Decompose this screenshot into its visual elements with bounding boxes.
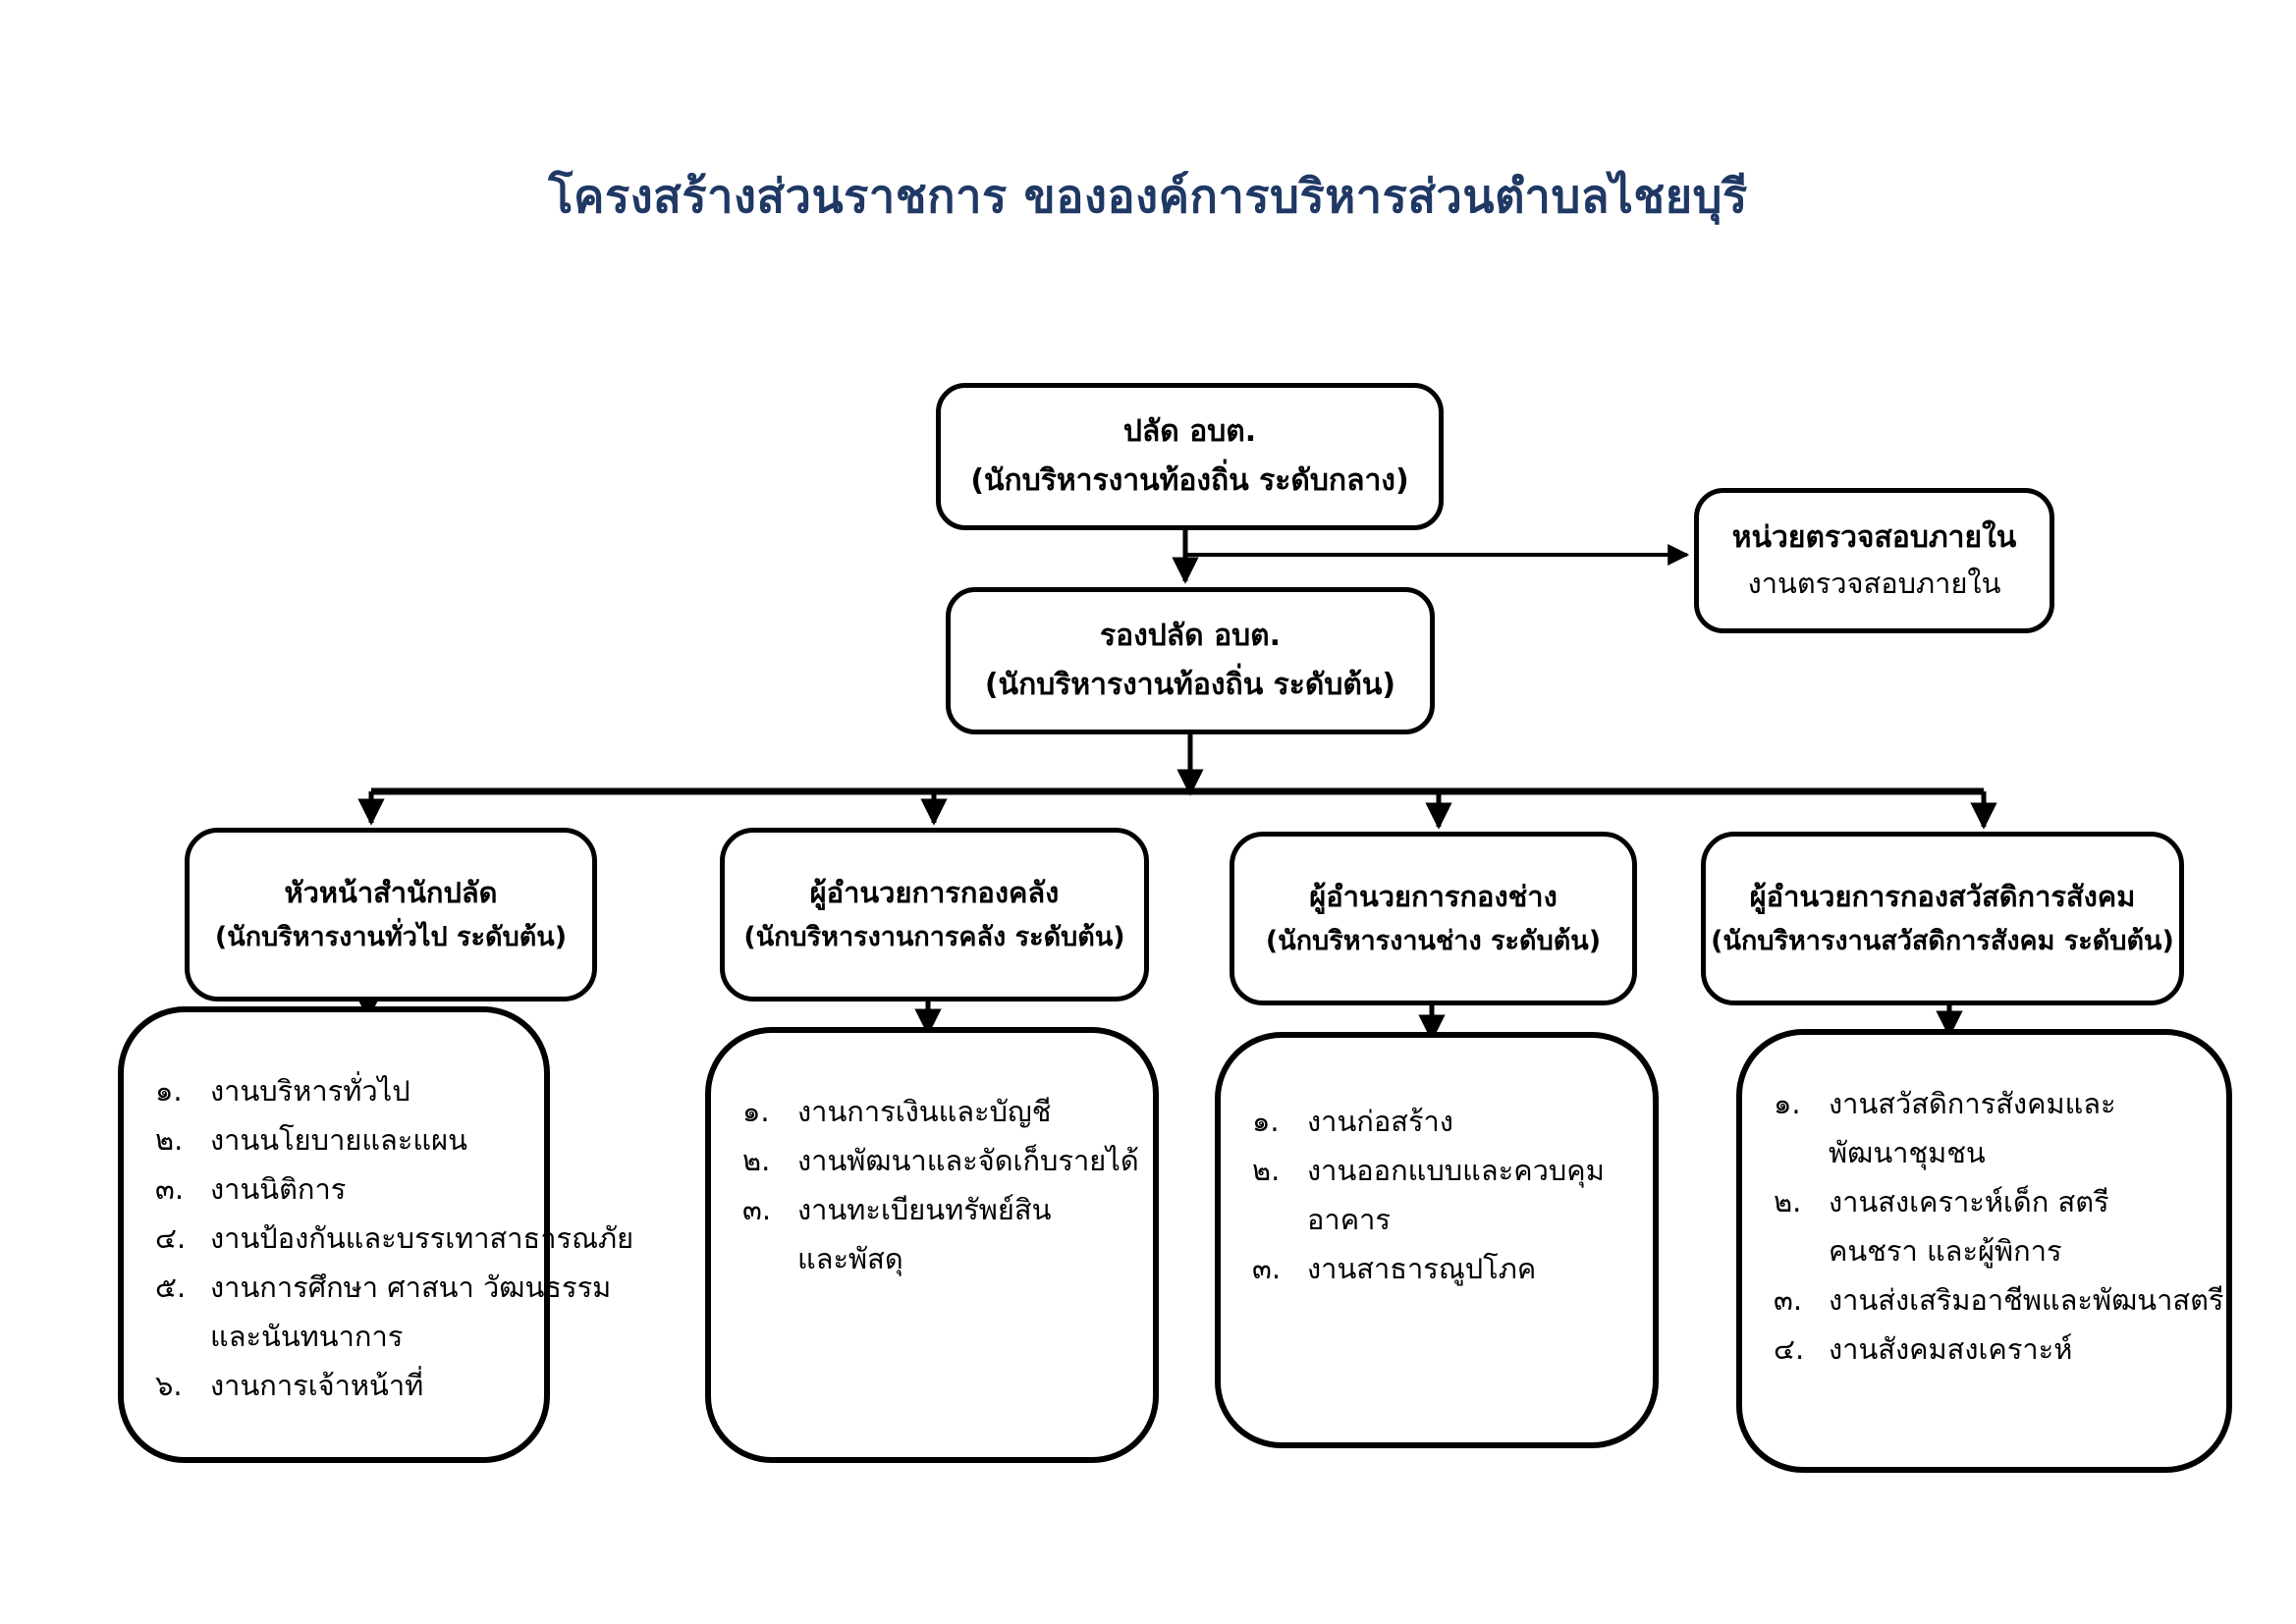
dept-head-subtitle: (นักบริหารงานการคลัง ระดับต้น)	[743, 922, 1125, 953]
box-dept-head-engineering	[1230, 832, 1637, 1005]
task-item: ๒. งานพัฒนาและจัดเก็บรายได้	[742, 1144, 1139, 1177]
clerk-subtitle: (นักบริหารงานท้องถิ่น ระดับกลาง)	[970, 462, 1409, 498]
task-item: ๑. งานก่อสร้าง	[1252, 1105, 1453, 1138]
box-deputy-clerk	[946, 587, 1435, 734]
box-dept-head-office-of-clerk	[185, 828, 597, 1001]
deputy-clerk-title: รองปลัด อบต.	[1099, 619, 1282, 653]
task-item: ๖. งานการเจ้าหน้าที่	[155, 1369, 424, 1402]
box-dept-head-social-welfare	[1701, 832, 2184, 1005]
box-dept-tasks-social-welfare	[1736, 1029, 2232, 1473]
task-item: ๑. งานบริหารทั่วไป	[155, 1074, 410, 1108]
task-item: ๔. งานสังคมสงเคราะห์	[1774, 1332, 2073, 1366]
page-title: โครงสร้างส่วนราชการ ขององค์การบริหารส่วนตำบลไชยบุรี	[548, 170, 1748, 224]
internal-audit-title: หน่วยตรวจสอบภายใน	[1731, 520, 2017, 556]
task-item: ๒. งานสงเคราะห์เด็ก สตรี คนชรา และผู้พิการ	[1774, 1185, 2109, 1268]
box-dept-tasks-finance	[705, 1027, 1159, 1463]
dept-head-subtitle: (นักบริหารงานช่าง ระดับต้น)	[1265, 926, 1602, 957]
task-item: ๓. งานสาธารณูปโภค	[1252, 1252, 1537, 1285]
clerk-title: ปลัด อบต.	[1122, 414, 1257, 449]
box-clerk	[936, 383, 1444, 530]
dept-head-title: ผู้อำนวยการกองช่าง	[1309, 879, 1558, 913]
box-dept-tasks-office-of-clerk	[118, 1006, 634, 1463]
internal-audit-subtitle: งานตรวจสอบภายใน	[1747, 566, 2001, 600]
box-internal-audit	[1694, 488, 2054, 633]
task-item: ๑. งานการเงินและบัญชี	[742, 1095, 1052, 1128]
task-item: ๔. งานป้องกันและบรรเทาสาธารณภัย	[155, 1221, 634, 1255]
task-item: ๓. งานส่งเสริมอาชีพและพัฒนาสตรี	[1774, 1283, 2224, 1317]
deputy-clerk-subtitle: (นักบริหารงานท้องถิ่น ระดับต้น)	[984, 667, 1396, 702]
task-item: ๒. งานนโยบายและแผน	[155, 1123, 467, 1157]
task-item: ๑. งานสวัสดิการสังคมและ พัฒนาชุมชน	[1774, 1087, 2116, 1169]
task-item: ๓. งานทะเบียนทรัพย์สิน และพัสดุ	[742, 1193, 1052, 1275]
dept-head-subtitle: (นักบริหารงานทั่วไป ระดับต้น)	[214, 922, 568, 953]
task-item: ๕. งานการศึกษา ศาสนา วัฒนธรรม และนันทนาการ	[155, 1271, 612, 1353]
box-dept-head-finance	[720, 828, 1149, 1001]
dept-head-subtitle: (นักบริหารงานสวัสดิการสังคม ระดับต้น)	[1711, 926, 2174, 957]
dept-head-title: ผู้อำนวยการกองสวัสดิการสังคม	[1749, 879, 2136, 913]
task-item: ๒. งานออกแบบและควบคุม อาคาร	[1252, 1154, 1605, 1236]
box-dept-tasks-engineering	[1215, 1032, 1659, 1448]
dept-head-title: ผู้อำนวยการกองคลัง	[809, 875, 1060, 909]
dept-head-title: หัวหน้าสำนักปลัด	[284, 875, 498, 909]
task-item: ๓. งานนิติการ	[155, 1172, 347, 1206]
